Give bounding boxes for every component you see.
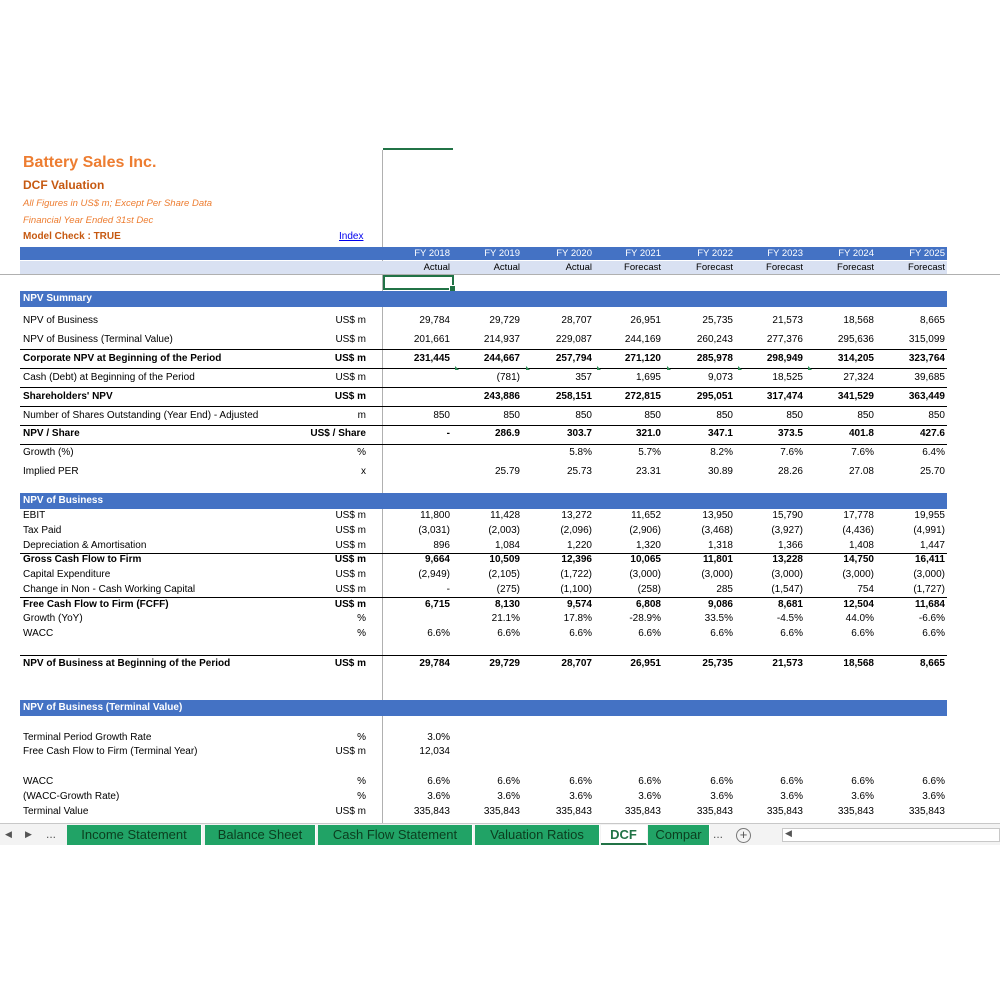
value-cell[interactable]: 214,937 bbox=[483, 334, 520, 345]
value-cell[interactable]: 16,411 bbox=[914, 554, 945, 565]
row-label[interactable]: Implied PER bbox=[23, 466, 79, 477]
value-cell[interactable]: 28.26 bbox=[777, 466, 803, 477]
value-cell[interactable]: 29,784 bbox=[419, 658, 450, 669]
value-cell[interactable]: - bbox=[446, 584, 450, 595]
table-row bbox=[0, 391, 1000, 406]
value-cell[interactable]: -6.6% bbox=[918, 613, 945, 624]
table-row bbox=[0, 554, 1000, 569]
value-cell[interactable]: 6,808 bbox=[635, 599, 661, 610]
table-row bbox=[0, 628, 1000, 643]
period-type-label: Forecast bbox=[766, 262, 803, 273]
value-cell[interactable]: 33.5% bbox=[704, 613, 733, 624]
value-cell[interactable]: 754 bbox=[857, 584, 874, 595]
units-note: All Figures in US$ m; Except Per Share Data bbox=[23, 198, 213, 209]
value-cell[interactable]: 11,800 bbox=[420, 510, 450, 521]
table-row bbox=[0, 613, 1000, 628]
scrollbar-thumb[interactable] bbox=[798, 830, 998, 840]
value-cell[interactable]: 850 bbox=[857, 410, 874, 421]
row-unit[interactable]: % bbox=[357, 776, 366, 787]
value-cell[interactable]: 21.1% bbox=[491, 613, 520, 624]
row-unit[interactable]: US$ m bbox=[335, 569, 366, 580]
table-row bbox=[0, 466, 1000, 481]
value-cell[interactable]: 277,376 bbox=[766, 334, 803, 345]
value-cell[interactable]: 6.6% bbox=[780, 628, 803, 639]
row-label[interactable]: WACC bbox=[23, 776, 54, 787]
freeze-pane-horizontal bbox=[0, 274, 1000, 275]
value-cell[interactable]: (1,100) bbox=[560, 584, 592, 595]
row-unit[interactable]: US$ / Share bbox=[310, 428, 366, 439]
terminal-value-header: NPV of Business (Terminal Value) bbox=[20, 700, 947, 716]
value-cell[interactable]: 25.73 bbox=[566, 466, 592, 477]
value-cell[interactable]: 39,685 bbox=[914, 372, 945, 383]
value-cell[interactable]: 27,324 bbox=[843, 372, 874, 383]
value-cell[interactable]: 323,764 bbox=[908, 353, 945, 364]
year-label: FY 2019 bbox=[484, 248, 520, 259]
value-cell[interactable]: 6.6% bbox=[638, 628, 661, 639]
value-cell[interactable]: -4.5% bbox=[776, 613, 803, 624]
row-unit[interactable]: m bbox=[357, 410, 366, 421]
value-cell[interactable]: (2,949) bbox=[418, 569, 450, 580]
row-divider bbox=[20, 349, 947, 350]
value-cell[interactable]: 286.9 bbox=[494, 428, 520, 439]
value-cell[interactable]: 6.6% bbox=[851, 628, 874, 639]
scroll-left-icon[interactable]: ◀ bbox=[785, 828, 792, 838]
value-cell[interactable]: 6.4% bbox=[922, 447, 945, 458]
row-unit[interactable]: US$ m bbox=[335, 510, 366, 521]
value-cell[interactable]: 3.6% bbox=[780, 791, 803, 802]
cell-indicator-icon bbox=[526, 366, 530, 370]
row-unit[interactable]: % bbox=[357, 732, 366, 743]
value-cell[interactable]: 18,525 bbox=[772, 372, 803, 383]
value-cell[interactable]: 12,034 bbox=[419, 746, 450, 757]
row-label[interactable]: (WACC-Growth Rate) bbox=[23, 791, 120, 802]
year-label: FY 2024 bbox=[838, 248, 874, 259]
value-cell[interactable]: 14,750 bbox=[843, 554, 874, 565]
period-type-label: Actual bbox=[423, 262, 450, 273]
row-label[interactable]: Tax Paid bbox=[23, 525, 62, 536]
value-cell[interactable]: 850 bbox=[503, 410, 520, 421]
value-cell[interactable]: 27.08 bbox=[848, 466, 874, 477]
value-cell[interactable]: 6.6% bbox=[569, 776, 592, 787]
value-cell[interactable]: 13,950 bbox=[702, 510, 733, 521]
value-cell[interactable]: 850 bbox=[433, 410, 450, 421]
value-cell[interactable]: 335,843 bbox=[837, 806, 874, 817]
value-cell[interactable]: 5.7% bbox=[638, 447, 661, 458]
company-title: Battery Sales Inc. bbox=[23, 154, 157, 171]
row-label[interactable]: Cash (Debt) at Beginning of the Period bbox=[23, 372, 195, 383]
column-header-highlight bbox=[383, 148, 453, 150]
value-cell[interactable]: 6.6% bbox=[922, 776, 945, 787]
value-cell[interactable]: 44.0% bbox=[845, 613, 874, 624]
value-cell[interactable]: (781) bbox=[496, 372, 520, 383]
value-cell[interactable]: 1,447 bbox=[919, 540, 945, 551]
row-unit[interactable]: % bbox=[357, 447, 366, 458]
row-label[interactable]: Growth (%) bbox=[23, 447, 74, 458]
value-cell[interactable]: 3.6% bbox=[922, 791, 945, 802]
value-cell[interactable]: 295,051 bbox=[696, 391, 733, 402]
sheet-tab[interactable]: Balance Sheet bbox=[205, 825, 316, 845]
value-cell[interactable]: 9,574 bbox=[566, 599, 592, 610]
value-cell[interactable]: (3,000) bbox=[701, 569, 733, 580]
value-cell[interactable]: 3.6% bbox=[851, 791, 874, 802]
sheet-tab[interactable]: DCF bbox=[601, 825, 647, 845]
value-cell[interactable]: 3.0% bbox=[427, 732, 450, 743]
value-cell[interactable]: 19,955 bbox=[914, 510, 945, 521]
value-cell[interactable]: 18,568 bbox=[843, 315, 874, 326]
value-cell[interactable]: 8,665 bbox=[919, 315, 945, 326]
value-cell[interactable]: 335,843 bbox=[908, 806, 945, 817]
sheet-tab[interactable]: Income Statement bbox=[67, 825, 202, 845]
value-cell[interactable]: 315,099 bbox=[908, 334, 945, 345]
row-unit[interactable]: US$ m bbox=[335, 806, 366, 817]
value-cell[interactable]: 6.6% bbox=[497, 628, 520, 639]
value-cell[interactable]: 12,504 bbox=[843, 599, 874, 610]
row-unit[interactable]: x bbox=[361, 466, 366, 477]
period-type-label: Forecast bbox=[908, 262, 945, 273]
value-cell[interactable]: 335,843 bbox=[696, 806, 733, 817]
value-cell[interactable]: 258,151 bbox=[555, 391, 592, 402]
row-unit[interactable]: US$ m bbox=[334, 599, 366, 610]
row-divider bbox=[20, 597, 947, 598]
value-cell[interactable]: 6.6% bbox=[638, 776, 661, 787]
value-cell[interactable]: 29,784 bbox=[419, 315, 450, 326]
sheet-tab-bar bbox=[0, 823, 1000, 845]
value-cell[interactable]: 335,843 bbox=[555, 806, 592, 817]
value-cell[interactable]: 25,735 bbox=[702, 658, 733, 669]
table-row bbox=[0, 658, 1000, 673]
value-cell[interactable]: 335,843 bbox=[413, 806, 450, 817]
horizontal-scrollbar[interactable] bbox=[782, 828, 1000, 842]
row-unit[interactable]: % bbox=[357, 628, 366, 639]
period-type-label: Forecast bbox=[624, 262, 661, 273]
year-label: FY 2020 bbox=[556, 248, 592, 259]
row-label[interactable]: Change in Non - Cash Working Capital bbox=[23, 584, 196, 595]
value-cell[interactable]: 7.6% bbox=[851, 447, 874, 458]
value-cell[interactable]: 1,318 bbox=[707, 540, 733, 551]
table-row bbox=[0, 428, 1000, 443]
row-unit[interactable]: US$ m bbox=[335, 525, 366, 536]
add-sheet-icon[interactable]: + bbox=[736, 828, 751, 843]
table-row bbox=[0, 599, 1000, 614]
value-cell[interactable]: 11,428 bbox=[490, 510, 520, 521]
table-row bbox=[0, 510, 1000, 525]
value-cell[interactable]: 6.6% bbox=[497, 776, 520, 787]
value-cell[interactable]: (4,991) bbox=[913, 525, 945, 536]
value-cell[interactable]: 6,715 bbox=[424, 599, 450, 610]
value-cell[interactable]: (2,906) bbox=[629, 525, 661, 536]
row-label[interactable]: NPV / Share bbox=[23, 428, 80, 439]
value-cell[interactable]: 317,474 bbox=[766, 391, 803, 402]
row-unit[interactable]: % bbox=[357, 613, 366, 624]
value-cell[interactable]: 321.0 bbox=[635, 428, 661, 439]
value-cell[interactable]: 298,949 bbox=[766, 353, 803, 364]
value-cell[interactable]: 244,667 bbox=[483, 353, 520, 364]
value-cell[interactable]: 314,205 bbox=[837, 353, 874, 364]
value-cell[interactable]: 7.6% bbox=[780, 447, 803, 458]
value-cell[interactable]: 272,815 bbox=[624, 391, 661, 402]
value-cell[interactable]: (3,000) bbox=[842, 569, 874, 580]
sheet-tab[interactable]: Compar bbox=[648, 825, 710, 845]
row-label[interactable]: Free Cash Flow to Firm (FCFF) bbox=[23, 599, 169, 610]
row-unit[interactable]: US$ m bbox=[335, 372, 366, 383]
value-cell[interactable]: 229,087 bbox=[555, 334, 592, 345]
value-cell[interactable]: 29,729 bbox=[489, 315, 520, 326]
value-cell[interactable]: 1,220 bbox=[566, 540, 592, 551]
row-label[interactable]: Number of Shares Outstanding (Year End) - Adjusted bbox=[23, 410, 259, 421]
value-cell[interactable]: 231,445 bbox=[413, 353, 450, 364]
value-cell[interactable]: 10,509 bbox=[489, 554, 520, 565]
row-label[interactable]: NPV of Business bbox=[23, 315, 99, 326]
more-tabs-right[interactable]: ... bbox=[713, 827, 724, 841]
value-cell[interactable]: 335,843 bbox=[766, 806, 803, 817]
value-cell[interactable]: 285 bbox=[716, 584, 733, 595]
value-cell[interactable]: 9,664 bbox=[424, 554, 450, 565]
value-cell[interactable]: 13,228 bbox=[772, 554, 803, 565]
value-cell[interactable]: 3.6% bbox=[497, 791, 520, 802]
value-cell[interactable]: 11,684 bbox=[914, 599, 945, 610]
row-label[interactable]: WACC bbox=[23, 628, 54, 639]
table-row bbox=[0, 776, 1000, 791]
value-cell[interactable]: 12,396 bbox=[561, 554, 592, 565]
value-cell[interactable]: 850 bbox=[786, 410, 803, 421]
row-unit[interactable]: % bbox=[357, 791, 366, 802]
value-cell[interactable]: 5.8% bbox=[569, 447, 592, 458]
row-divider bbox=[20, 406, 947, 407]
value-cell[interactable]: 25,735 bbox=[702, 315, 733, 326]
year-label: FY 2023 bbox=[767, 248, 803, 259]
year-label: FY 2022 bbox=[697, 248, 733, 259]
row-label[interactable]: Capital Expenditure bbox=[23, 569, 111, 580]
value-cell[interactable]: 1,084 bbox=[494, 540, 520, 551]
value-cell[interactable]: 896 bbox=[433, 540, 450, 551]
row-unit[interactable]: US$ m bbox=[335, 540, 366, 551]
table-row bbox=[0, 334, 1000, 349]
row-divider bbox=[20, 444, 947, 445]
value-cell[interactable]: 21,573 bbox=[772, 658, 803, 669]
value-cell[interactable]: 23.31 bbox=[635, 466, 661, 477]
value-cell[interactable]: 257,794 bbox=[555, 353, 592, 364]
row-label[interactable]: Terminal Value bbox=[23, 806, 89, 817]
year-label: FY 2021 bbox=[625, 248, 661, 259]
value-cell[interactable]: 6.6% bbox=[569, 628, 592, 639]
period-type-label: Forecast bbox=[696, 262, 733, 273]
value-cell[interactable]: (1,547) bbox=[771, 584, 803, 595]
table-row bbox=[0, 447, 1000, 462]
row-label[interactable]: Corporate NPV at Beginning of the Period bbox=[23, 353, 222, 364]
period-type-label: Actual bbox=[565, 262, 592, 273]
fiscal-year-note: Financial Year Ended 31st Dec bbox=[23, 215, 154, 226]
value-cell[interactable]: 295,636 bbox=[837, 334, 874, 345]
row-label[interactable]: Growth (YoY) bbox=[23, 613, 83, 624]
value-cell[interactable]: 1,320 bbox=[635, 540, 661, 551]
table-row bbox=[0, 315, 1000, 330]
value-cell[interactable]: 303.7 bbox=[566, 428, 592, 439]
table-row bbox=[0, 746, 1000, 761]
row-label[interactable]: Free Cash Flow to Firm (Terminal Year) bbox=[23, 746, 198, 757]
period-type-label: Actual bbox=[493, 262, 520, 273]
cell-indicator-icon bbox=[738, 366, 742, 370]
value-cell[interactable]: 21,573 bbox=[772, 315, 803, 326]
table-row bbox=[0, 806, 1000, 821]
value-cell[interactable]: 850 bbox=[928, 410, 945, 421]
table-row bbox=[0, 410, 1000, 425]
row-label[interactable]: Shareholders' NPV bbox=[23, 391, 113, 402]
value-cell[interactable]: (1,727) bbox=[913, 584, 945, 595]
value-cell[interactable]: -28.9% bbox=[629, 613, 661, 624]
value-cell[interactable]: 6.6% bbox=[780, 776, 803, 787]
value-cell[interactable]: 335,843 bbox=[624, 806, 661, 817]
value-cell[interactable]: 363,449 bbox=[908, 391, 945, 402]
row-label[interactable]: Terminal Period Growth Rate bbox=[23, 732, 152, 743]
value-cell[interactable]: (3,000) bbox=[629, 569, 661, 580]
row-label[interactable]: Gross Cash Flow to Firm bbox=[23, 554, 142, 565]
sheet-tab[interactable]: Valuation Ratios bbox=[475, 825, 600, 845]
npv-business-header: NPV of Business bbox=[20, 493, 947, 509]
value-cell[interactable]: 341,529 bbox=[837, 391, 874, 402]
value-cell[interactable]: 8.2% bbox=[710, 447, 733, 458]
row-unit[interactable]: US$ m bbox=[334, 391, 366, 402]
value-cell[interactable]: 3.6% bbox=[638, 791, 661, 802]
value-cell[interactable]: 6.6% bbox=[851, 776, 874, 787]
npv-summary-header: NPV Summary bbox=[20, 291, 947, 307]
value-cell[interactable]: 357 bbox=[575, 372, 592, 383]
value-cell[interactable]: (4,436) bbox=[842, 525, 874, 536]
value-cell[interactable]: 244,169 bbox=[624, 334, 661, 345]
row-unit[interactable]: US$ m bbox=[334, 353, 366, 364]
sheet-tab[interactable]: Cash Flow Statement bbox=[318, 825, 473, 845]
value-cell[interactable]: 3.6% bbox=[569, 791, 592, 802]
value-cell[interactable]: (275) bbox=[496, 584, 520, 595]
table-row bbox=[0, 353, 1000, 368]
value-cell[interactable]: 6.6% bbox=[922, 628, 945, 639]
value-cell[interactable]: - bbox=[446, 428, 450, 439]
value-cell[interactable]: 25.79 bbox=[494, 466, 520, 477]
table-row bbox=[0, 372, 1000, 387]
value-cell[interactable]: 9,073 bbox=[707, 372, 733, 383]
value-cell[interactable]: 11,652 bbox=[631, 510, 661, 521]
row-divider bbox=[20, 387, 947, 388]
row-unit[interactable]: US$ m bbox=[335, 746, 366, 757]
value-cell[interactable]: 13,272 bbox=[561, 510, 592, 521]
value-cell[interactable]: 335,843 bbox=[483, 806, 520, 817]
value-cell[interactable]: (3,031) bbox=[418, 525, 450, 536]
index-link[interactable]: Index bbox=[339, 231, 364, 242]
value-cell[interactable]: 25.70 bbox=[919, 466, 945, 477]
value-cell[interactable]: 26,951 bbox=[630, 658, 661, 669]
row-label[interactable]: NPV of Business (Terminal Value) bbox=[23, 334, 173, 345]
row-label[interactable]: Depreciation & Amortisation bbox=[23, 540, 147, 551]
value-cell[interactable]: 401.8 bbox=[848, 428, 874, 439]
value-cell[interactable]: 6.6% bbox=[710, 776, 733, 787]
row-label[interactable]: EBIT bbox=[23, 510, 46, 521]
row-unit[interactable]: US$ m bbox=[335, 315, 366, 326]
value-cell[interactable]: 28,707 bbox=[561, 315, 592, 326]
value-cell[interactable]: 30.89 bbox=[707, 466, 733, 477]
value-cell[interactable]: 427.6 bbox=[919, 428, 945, 439]
row-divider bbox=[20, 655, 947, 656]
value-cell[interactable]: 9,086 bbox=[707, 599, 733, 610]
value-cell[interactable]: 850 bbox=[716, 410, 733, 421]
value-cell[interactable]: 6.6% bbox=[427, 776, 450, 787]
value-cell[interactable]: 850 bbox=[644, 410, 661, 421]
value-cell[interactable]: (3,468) bbox=[701, 525, 733, 536]
value-cell[interactable]: 6.6% bbox=[710, 628, 733, 639]
value-cell[interactable]: 18,568 bbox=[843, 658, 874, 669]
value-cell[interactable]: 8,130 bbox=[494, 599, 520, 610]
value-cell[interactable]: 8,665 bbox=[919, 658, 945, 669]
value-cell[interactable]: 10,065 bbox=[630, 554, 661, 565]
table-row bbox=[0, 525, 1000, 540]
value-cell[interactable]: 347.1 bbox=[707, 428, 733, 439]
cell-indicator-icon bbox=[808, 366, 812, 370]
row-unit[interactable]: US$ m bbox=[334, 658, 366, 669]
value-cell[interactable]: 15,790 bbox=[772, 510, 803, 521]
value-cell[interactable]: (2,003) bbox=[488, 525, 520, 536]
cell-indicator-icon bbox=[455, 366, 459, 370]
more-tabs-left[interactable]: ... bbox=[46, 827, 57, 841]
value-cell[interactable]: 243,886 bbox=[483, 391, 520, 402]
value-cell[interactable]: (3,000) bbox=[913, 569, 945, 580]
row-label[interactable]: NPV of Business at Beginning of the Period bbox=[23, 658, 231, 669]
scroll-tabs-left-icon[interactable]: ◀ bbox=[5, 829, 12, 839]
value-cell[interactable]: 1,366 bbox=[777, 540, 803, 551]
value-cell[interactable]: 260,243 bbox=[696, 334, 733, 345]
value-cell[interactable]: 29,729 bbox=[489, 658, 520, 669]
cell-indicator-icon bbox=[667, 366, 671, 370]
row-unit[interactable]: US$ m bbox=[334, 554, 366, 565]
table-row bbox=[0, 732, 1000, 747]
sheet-title: DCF Valuation bbox=[23, 178, 105, 192]
value-cell[interactable]: 28,707 bbox=[561, 658, 592, 669]
value-cell[interactable]: 8,681 bbox=[777, 599, 803, 610]
cell-indicator-icon bbox=[597, 366, 601, 370]
value-cell[interactable]: 3.6% bbox=[427, 791, 450, 802]
value-cell[interactable]: 271,120 bbox=[624, 353, 661, 364]
period-type-label: Forecast bbox=[837, 262, 874, 273]
value-cell[interactable]: 285,978 bbox=[696, 353, 733, 364]
value-cell[interactable]: 6.6% bbox=[427, 628, 450, 639]
scroll-tabs-right-icon[interactable]: ▶ bbox=[25, 829, 32, 839]
row-unit[interactable]: US$ m bbox=[335, 334, 366, 345]
value-cell[interactable]: 201,661 bbox=[413, 334, 450, 345]
row-divider bbox=[20, 425, 947, 426]
row-divider bbox=[20, 553, 947, 554]
value-cell[interactable]: 1,408 bbox=[848, 540, 874, 551]
value-cell[interactable]: 26,951 bbox=[630, 315, 661, 326]
value-cell[interactable]: 11,801 bbox=[702, 554, 733, 565]
table-row bbox=[0, 569, 1000, 584]
value-cell[interactable]: 1,695 bbox=[635, 372, 661, 383]
value-cell[interactable]: (2,105) bbox=[488, 569, 520, 580]
selected-cell[interactable] bbox=[383, 275, 454, 290]
year-label: FY 2025 bbox=[909, 248, 945, 259]
value-cell[interactable]: (2,096) bbox=[560, 525, 592, 536]
row-unit[interactable]: US$ m bbox=[335, 584, 366, 595]
value-cell[interactable]: 17,778 bbox=[843, 510, 874, 521]
year-label: FY 2018 bbox=[414, 248, 450, 259]
value-cell[interactable]: (258) bbox=[637, 584, 661, 595]
value-cell[interactable]: 850 bbox=[575, 410, 592, 421]
value-cell[interactable]: (3,000) bbox=[771, 569, 803, 580]
value-cell[interactable]: 373.5 bbox=[777, 428, 803, 439]
value-cell[interactable]: 3.6% bbox=[710, 791, 733, 802]
value-cell[interactable]: (1,722) bbox=[560, 569, 592, 580]
model-check: Model Check : TRUE bbox=[23, 231, 121, 242]
value-cell[interactable]: (3,927) bbox=[771, 525, 803, 536]
table-row bbox=[0, 791, 1000, 806]
value-cell[interactable]: 17.8% bbox=[563, 613, 592, 624]
